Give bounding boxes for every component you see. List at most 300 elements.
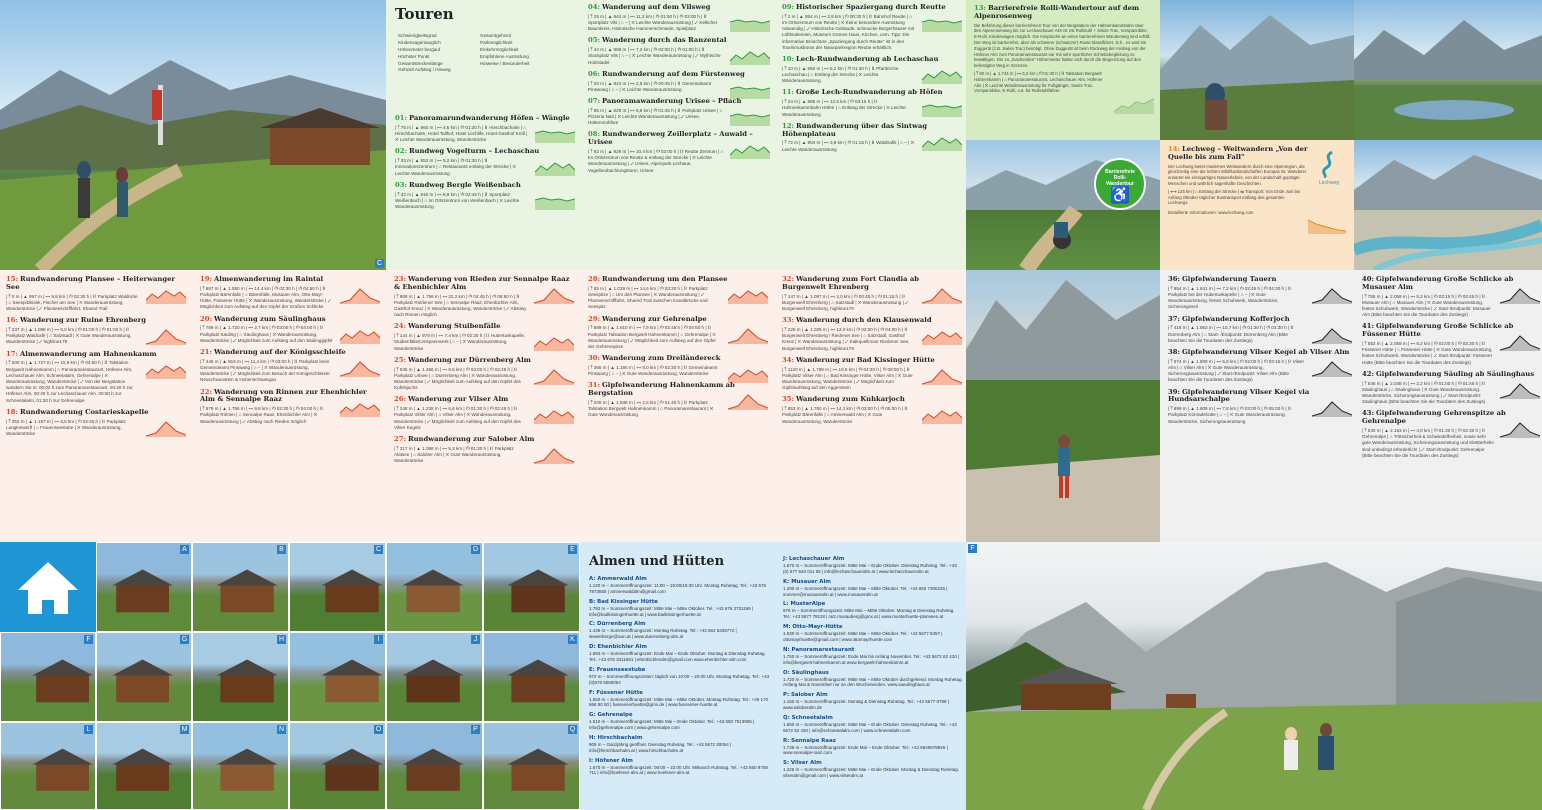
- hut-entry: [589, 599, 775, 618]
- tour-name: Wanderung auf der Königsschleife: [213, 347, 346, 356]
- tour-stats: | ⟷ 125 km | ⌂ Entlang der Strecke | ⇆ Transport: Von Ende Juni bis Anfang Oktober täglicher Bustransport entlang des gesamten Lechwegs.: [1168, 188, 1301, 206]
- hut-name: E: Frauenseestube: [589, 666, 646, 673]
- black-tours-section: [1160, 270, 1542, 542]
- tour-title: [394, 357, 574, 365]
- tour-title: [588, 4, 770, 12]
- tour-name: Wanderung zum Fort Claudia ab Burgenwelt Ehrenberg: [782, 275, 920, 291]
- home-icon-tile: [0, 542, 96, 632]
- tour-item: [395, 148, 575, 176]
- tour-number: 34:: [782, 355, 794, 364]
- tour-title: [782, 89, 962, 97]
- hut-name: F: Füssener Hütte: [589, 689, 643, 696]
- tour-description: | ⤒ 44 m | ▲ 868 m | ⟷ 7,3 km | ◷ 02:00 h | ◷ 01:00 h | ▯ Stockplatz Vils | ⌂ – | ✕ Leichte Wanderausrüstung | ✓ Mythische Holzstadel: [588, 47, 721, 65]
- tour-description: | ⤒ 10 m | ▲ 860 m | ⟷ 5,2 km | ◷ 01:30 h | ▯ Pfarrkirche Lechaschau | ⌂ Entlang der Strecke | ✕ Leichte Wanderausrüstung: [782, 65, 899, 84]
- hut-name: G: Gehrenalpe: [589, 712, 633, 719]
- hut-photo: [483, 632, 580, 722]
- tour-name: Gipfelwanderung Hahnenkamm ab Bergstation: [588, 381, 735, 398]
- tour-title: [200, 316, 380, 324]
- hut-name: B: Bad Kissinger Hütte: [589, 598, 658, 605]
- tour-title: [1168, 276, 1352, 284]
- tour-number: 20:: [200, 314, 212, 323]
- badge-label: Barrierefreie Rolli-Wandertour: [1105, 169, 1135, 187]
- tour-number: 23:: [394, 275, 406, 283]
- red-tours-col5: [782, 276, 962, 430]
- lechweg-section: [1160, 140, 1354, 270]
- photo-woman-hiking-rocks: [966, 270, 1160, 542]
- hut-name: O: Säulinghaus: [783, 669, 829, 676]
- hut-info: 905 m – Ganzjährig geöffnet. Dienstag Ruhetag. Tel.: +43 5672 20054 | info@hirschbachalm.at | www.hirschbachalm.at: [589, 741, 732, 753]
- tour-description: | ⤒ 579 m | ▲ 1.756 m | ⟷ 9,8 km | ◷ 02:30 h | ◷ 04:00 h | ▯ Parkplatz Rinnen | ⌂ Sennalpe Raaz, Ehenbichler Alm | ✕ Wanderausrüstung | ✓ Abstieg nach Rieden möglich: [200, 406, 324, 424]
- elevation-profile: [340, 359, 380, 377]
- elevation-profile: [534, 446, 574, 464]
- legend-item: Gesamtgehzeit: [480, 33, 511, 38]
- hut-entry: [783, 579, 963, 598]
- tour-number: 24:: [394, 322, 406, 331]
- hut-info: 1.435 m – Sommeröffnungszeit: Montag Ruhetag. Tel.: +43 664 5339772 | siewerberge@aon.at | www.duerrenberg-alm.at: [589, 628, 737, 640]
- tour-number: 35:: [782, 395, 794, 404]
- tour-number: 36:: [1168, 275, 1180, 283]
- photo-label: P: [471, 725, 480, 734]
- lechweg-logo: [1314, 150, 1344, 186]
- elevation-profile: [922, 286, 962, 304]
- elevation-profile: [534, 333, 574, 351]
- tour-number: 42:: [1362, 369, 1374, 378]
- tour-number: 39:: [1168, 387, 1180, 396]
- red-tours-section: [0, 270, 966, 542]
- tour-description: Der Lechweg bietet modernes Weitwandern durch eine Alpenregion, die gleichzeitig eine der letzten Wildflusslandschaften Europas ist. Wanderer erwartet ein einzigartiges Naturerlebnis, von der Landschaft geprägte Menschen und wahrlich sagenhafte Geschichten.: [1168, 163, 1307, 187]
- elevation-profile: [146, 286, 186, 304]
- elevation-profile: [1114, 96, 1154, 114]
- photo-label: O: [375, 726, 382, 733]
- tour-item: [394, 276, 574, 318]
- hut-entry: [589, 621, 775, 640]
- huts-title: Almen und Hütten: [589, 554, 725, 569]
- photo-label: G: [181, 636, 188, 643]
- red-tours-col2: [200, 276, 380, 430]
- tour-description: | ⤒ 237 m | ▲ 1.098 m | ⟷ 5,0 km | ◷ 01:00 h | ◷ 01:00 h | ▯ Parkplatz Waldcafé | ⌂ Salzstadl | ✕ Gute Wanderausrüstung, Wanderstöcke | ✓ highline179: [6, 327, 132, 345]
- elevation-profile: [340, 399, 380, 417]
- legend-item: Empfohlene Ausrüstung: [480, 53, 529, 59]
- tour-name: Lech-Rundwanderung ab Lechaschau: [795, 54, 939, 63]
- red-tours-col4: [588, 276, 768, 424]
- tour-item: [200, 389, 380, 425]
- tour-description: | ⤒ 0 m | ▲ 997 m | ⟷ 9,8 km | ◷ 02:30 h | ▯ Parkplatz Waldruhe | ⌂ Seespitzkiosk, Fischer am See | ✕ Wanderausrüstung, Wanderstöcke | ✓ Planseeschifffahrt, Shared Trail: [6, 293, 138, 311]
- photo-wheelchair-trail: [966, 140, 1160, 270]
- tour-item: [782, 56, 962, 84]
- legend-item: Kinderwagentauglich: [398, 39, 441, 45]
- huts-section: [580, 542, 966, 810]
- tour-item: [588, 382, 768, 418]
- tours-title: Touren: [395, 5, 454, 23]
- legend-item: Schwierigkeitsgrad: [398, 33, 437, 38]
- photo-label: N: [278, 726, 285, 733]
- tour-stats: | ⤒ 90 m | ▲ 1.744 m | ⟷ 5,2 km | ◷ 01:30 h | ▯ Talstation Bergwelt Hahnenkamm | ⌂ Panoramarestaurant, Lechaschauer Alm, Höfener Alm | ✕ Leichte Wanderausrüstung für Fußgänger, Swiss-Trac, Vorspannbike, E-Rolli, o.ä. für Rollstuhlfahrer: [974, 71, 1103, 94]
- tour-item: [1362, 410, 1540, 459]
- tour-description: | ⤒ 687 m | ▲ 1.550 m | ⟷ 14,4 km | ◷ 02:30 h | ◷ 04:50 h | ▯ Parkplatz Bärenfalle | ⌂ Bärenfalle, Musauer Alm, Otto-Mayr-Hütte, Füssener Hütte | ✕ Wanderausrüstung, Wanderstöcke | ✓ Möglichkeit zum Aufstieg auf den Gipfel der Großen Schlicke: [200, 285, 332, 310]
- tour-item: [588, 276, 768, 311]
- huts-col1: [589, 576, 775, 780]
- tour-name: Wanderung von Rinnen zur Ehenbichler Alm & Sennalpe Raaz: [200, 387, 367, 404]
- elevation-profile: [728, 326, 768, 344]
- elevation-profile: [1312, 359, 1352, 377]
- tour-title: [1362, 371, 1540, 379]
- tour-number: 12:: [782, 121, 794, 130]
- tour-name: Gipfelwanderung Große Schlicke ab Musauer Alm: [1362, 275, 1514, 291]
- legend-item: Höhenmeter bergauf: [398, 46, 441, 52]
- elevation-profile: [535, 158, 575, 176]
- tour-title: [394, 436, 574, 444]
- hut-info: 1.736 m – Sommeröffnungszeit: Ende Mai – Ende Oktober. Tel.: +43 6645878926 | www.sennalpe-raaz.com: [783, 744, 948, 756]
- tour-description: | ⤒ 446 m | ▲ 915 m | ⟷ 11,4 km | ◷ 03:00 h | ▯ Parkplatz beim Gemeindeamt Pinswang | ⌂ – | ✕ Wanderausrüstung, Wanderstöcke | ✓ Möglichkeit zum Besuch der Königsschlösser Neuschwanstein & Hohenschwangau: [200, 358, 330, 383]
- tour-title: [588, 37, 770, 45]
- elevation-profile: [1312, 399, 1352, 417]
- tour-description: | ⤒ 200 m | ▲ 1.938 m | ⟷ 2,5 km | ◷ 01:45 h | ▯ Parkplatz Talstation Bergwelt Hahnenkamm | ⌂ Panoramarestaurant | ✕ Gute Wanderausrüstung: [588, 399, 714, 418]
- tour-item: [1168, 316, 1352, 344]
- hut-photo: [289, 542, 386, 632]
- elevation-profile: [535, 192, 575, 210]
- tour-number: 33:: [782, 316, 794, 325]
- tour-description: | ⤒ 418 m | ▲ 1.863 m | ⟷ 10,7 km | ◷ 01:30 h | ◷ 03:30 h | ▯ Dürrenberg Alm | ⌂ Start- /Endpunkt: Dürrenberg Alm (Bitte beachten Sie die Tourdaten des Zustiegs): [1168, 325, 1294, 343]
- elevation-profile: [535, 125, 575, 143]
- tour-name: Almenwanderung im Raintal: [213, 275, 324, 283]
- tour-item: [6, 409, 186, 437]
- tour-item: [395, 115, 575, 143]
- tour-name: Gipfelwanderung Vilser Kegel via Hundsarschalpe: [1168, 387, 1310, 404]
- tour-name: Große Lech-Rundwanderung ab Höfen: [795, 88, 943, 97]
- legend-item: Parkmöglichkeit: [480, 39, 513, 45]
- tour-item: [200, 316, 380, 344]
- hut-photo: [96, 722, 192, 810]
- barrierefrei-section: [966, 0, 1160, 140]
- red-tours-col1: [6, 276, 186, 442]
- tour-description: | ⤒ 366 m | ▲ 1.190 m | ⟷ 8,0 km | ◷ 02:30 h | ▯ Gemeindeamt Pinswang | ⌂ – | ✕ Gute Wanderausrüstung, Wanderstöcke: [588, 364, 718, 377]
- hut-photo: [192, 542, 289, 632]
- elevation-profile: [146, 419, 186, 437]
- tour-description: | ⤒ 147 m | ▲ 1.097 m | ⟷ 2,0 km | ◷ 00:45 h | ◷ 01:15 h | ▯ Burgenwelt Ehrenberg | ⌂ Salzstadl | ✕ Wanderausrüstung | ✓ Burgenwelt Ehrenberg, highline179: [782, 293, 909, 311]
- tour-title: [395, 148, 575, 156]
- tour-title: [782, 56, 962, 64]
- tour-item: [588, 4, 770, 32]
- tour-description: | ⤒ 899 m | ▲ 1.809 m | ⟷ 7,8 km | ◷ 03:00 h | ◷ 05:00 h | ▯ Parkplatz Konradshütte | ⌂ – | ✕ Gute Wanderausrüstung, Wanderstöcke, Sicherungsausrüstung: [1168, 406, 1292, 424]
- tour-description: | ⤒ 144 m | ▲ 979 m | ⟷ 7,4 km | ◷ 02:30 h | ▯ Hubertuskapelle, Stuibenfälle/Umspannwerk | ⌂ – | ✕ Wanderausrüstung, Wanderstöcke: [394, 333, 526, 351]
- tour-number: 13:: [974, 4, 986, 12]
- tour-title: [395, 182, 575, 190]
- tour-number: 16:: [6, 316, 18, 325]
- tour-name: Rundwanderung um den Plansee: [601, 275, 728, 283]
- tour-description: | ⤒ 352 m | ▲ 1.197 m | ⟷ 5,5 km | ◷ 02:45 h | ▯ Parkplatz Langlenwerft | ⌂ Frauenseestube | ✕ Wanderausrüstung, Wanderstöcke: [6, 418, 126, 436]
- hut-photo: [289, 722, 386, 810]
- hut-name: I: Höfener Alm: [589, 757, 633, 764]
- legend-item: Gesamtstreckenlänge: [398, 60, 443, 66]
- hut-info: 1.792 m – Sommeröffnungszeit: Mitte Mai – Mitte Oktober. Tel.: +43 676 3731166 | info@badkissingerhuette.at | www.badkissingerhuette.at: [589, 605, 754, 617]
- tour-description: Die Befahrung dieser barrierefreien Tour von der Bergstation der Hahnenkammbahn über den Alpenrosenweg bis zur Lechaschauer Alm ist mit Rollstuhl + Swiss-Trac, Vorspannbike, E-Rolli, Kinderwagen möglich. Die Ansprüche an einen barrierefreien Wanderweg sind erfüllt. Der Weg ist barrierefrei, aber als schwerer (schwarzer) Route klassifiziert. D.h., es wird ein Zuggerät (z.B. Swiss-Trac) benötigt. Ohne Zuggerät ist beim Rückweg der Anstieg von der Höfener Alm zum Panoramarestaurant nur mit sehr sportlicher Schiebebegleitung zu bewältigen. Die zu „machenden" Höhenmeter halten sich durch die Begrenzung auf den befestigten Weg in Grenzen.: [974, 22, 1151, 69]
- tour-item: [6, 276, 186, 312]
- hut-entry: [589, 576, 775, 595]
- photo-label: B: [277, 545, 286, 554]
- tour-item: [1362, 323, 1540, 365]
- tour-number: 15:: [6, 275, 18, 283]
- hut-info: 1.120 m – Sommeröffnungszeit: 11:00 – 19:00/19:30 Uhr. Montag Ruhetag. Tel.: +43 676 7873655 | ammerwaldalm@gmail.com: [589, 583, 766, 594]
- tour-number: 25:: [394, 355, 406, 364]
- tour-item: [782, 317, 962, 352]
- tour-title: [782, 357, 962, 365]
- legend-item: Höchster Punkt: [398, 53, 430, 59]
- elevation-profile: [1308, 216, 1346, 234]
- tour-item: [588, 98, 770, 126]
- elevation-profile: [922, 66, 962, 84]
- lechweg-logo-text: Lechweg: [1318, 180, 1339, 186]
- hut-info: 1.750 m – Sommeröffnungszeit: Ende Mai bis Anfang November. Tel.: +43 5672 62 420 | info@bergwelt-hahnenkamm.at www.bergwelt-hahnenkamm.at: [783, 653, 960, 665]
- tour-number: 40:: [1362, 275, 1374, 283]
- tour-name: Lechweg – Weitwandern „Von der Quelle bis zum Fall": [1168, 145, 1308, 161]
- tour-number: 17:: [6, 349, 18, 358]
- hut-entry: [783, 647, 963, 666]
- tour-name: Gipfelwanderung Gehrenspitze ab Gehrenalpe: [1362, 409, 1506, 426]
- elevation-profile: [922, 367, 962, 385]
- tour-item: [782, 396, 962, 424]
- tour-title: [6, 351, 186, 359]
- hut-name: H: Hirschbachalm: [589, 734, 643, 741]
- tour-description: | ⤒ 32 m | ▲ 916 m | ⟷ 8,9 km | ◷ 02:45 h | ▯ Sportplatz Weißenbach | ⌂ Im Ortszentrum von Weißenbach | ✕ Leichte Wanderausrüstung: [395, 191, 520, 209]
- tour-name: Rundwanderung Plansee – Heiterwanger See: [6, 275, 175, 291]
- elevation-profile: [1500, 333, 1540, 351]
- green-tours-col2: [588, 4, 770, 179]
- photo-label: H: [278, 636, 285, 643]
- hut-info: 976 m – Sommeröffnungszeit: Mitte Mai – Mitte Oktober. Montag & Dienstag Ruhetag. Tel.: +43 5677 78118 | ratz.musauberg@gmx.at | www.musterhuette-planseen.at: [783, 608, 955, 620]
- hut-photo: [192, 632, 289, 722]
- photo-wetland-mountains: [1354, 0, 1542, 140]
- tour-title: [588, 71, 770, 79]
- tour-description: | ⤒ 24 m | ▲ 885 m | ⟷ 12,5 km | ◷ 03:15 h | ▯ Hahnenkammbahn Höfen | ⌂ Entlang der Strecke | ✕ Leichte Wanderausrüstung: [782, 99, 906, 117]
- tour-name: Wanderung zur Vilser Alm: [407, 395, 509, 404]
- tour-item: [200, 276, 380, 311]
- hut-photo: [0, 632, 96, 722]
- tour-item: [588, 37, 770, 65]
- tour-name: Gipfelwanderung Kofferjoch: [1181, 314, 1290, 323]
- tour-item: [200, 349, 380, 384]
- tour-number: 31:: [588, 381, 600, 390]
- tour-description: | ⤒ 1120 m | ▲ 1.789 m | ⟷ 16,5 km | ◷ 04:30 h | ◷ 08:00 h | ▯ Parkplatz Vilser Alm | ⌂ Bad Kissinger Hütte, Vilser Alm | ✕ Gute Wanderausrüstung, Wanderstöcke | ✓ Möglichkeit zum Gipfelaufstieg auf den Aggenstein: [782, 366, 913, 391]
- tour-description: | ⤒ 25 m | ▲ 844 m | ⟷ 11,2 km | ◷ 01:50 h | ◷ 03:00 h | ▯ Sportplatz Vils | ⌂ – | ✕ Leichte Wanderausrüstung | ✓ Kelticher Baumkreis, Historische Hammerschmiede, Spielplatz: [588, 13, 718, 32]
- photo-label: F: [84, 635, 93, 644]
- hut-info: 1.670 m – Sommeröffnungszeit: 08:00 – 22:00 Uhr. Mittwoch Ruhetag. Tel.: +43 650 9708 711 | info@hoefener-alm.at | www.hoefener-alm.at: [589, 764, 768, 776]
- red-tours-col3: [394, 276, 574, 469]
- hut-entry: [783, 556, 963, 575]
- tour-number: 08:: [588, 130, 600, 139]
- tour-number: 32:: [782, 275, 794, 283]
- tour-description: | ⤒ 954 m | ▲ 1.841 m | ⟷ 7,2 km | ◷ 02:45 h | ◷ 04:30 h | ▯ Parkplatz bei der Hubertuskapelle | ⌂ – | ✕ Gute Wanderausrüstung, festes Schuhwerk, Wanderstöcke, Sicherungsseil: [1168, 285, 1292, 310]
- hut-name: K: Musauer Alm: [783, 578, 831, 585]
- hut-entry: [783, 760, 963, 779]
- tour-description: | ⤒ 317 m | ▲ 1.098 m | ⟷ 5,3 km | ◷ 01:30 h | ▯ Parkplatz Alatsee | ⌂ Salober Alm | ✕ Gute Wanderausrüstung, Wanderstöcke: [394, 445, 514, 464]
- tour-title: [588, 355, 768, 363]
- elevation-profile: [730, 47, 770, 65]
- tour-item: [1362, 371, 1540, 406]
- tour-item: [782, 357, 962, 392]
- elevation-profile: [922, 133, 962, 151]
- tour-item: [588, 131, 770, 173]
- lechweg-logo-icon: [1318, 150, 1340, 178]
- photo-mountain-view-person: [1160, 0, 1354, 140]
- elevation-profile: [922, 99, 962, 117]
- legend-item: Gehzeit Aufstieg / Hinweg: [398, 67, 451, 73]
- tour-description: | ⤒ 348 m | ▲ 1.228 m | ⟷ 6,6 km | ◷ 01:30 h | ◷ 02:45 h | ▯ Parkplatz Vilser Alm | ⌂ Vilser Alm | ✕ Wanderausrüstung, Wanderstöcke | ✓ Möglichkeit zum Aufstieg auf den Gipfel des Vilser Kegels: [394, 406, 521, 430]
- tour-name: Wanderung durch den Klausenwald: [795, 316, 932, 325]
- tour-number: 09:: [782, 3, 794, 11]
- hut-photo: [386, 542, 483, 632]
- hut-entry: [783, 601, 963, 620]
- photo-alpine-valley-hut: [966, 542, 1542, 810]
- tour-number: 26:: [394, 395, 406, 404]
- tour-name: Gipfelwanderung Große Schlicke ab Füssener Hütte: [1362, 322, 1514, 339]
- photo-label: A: [180, 545, 189, 554]
- tour-title: [6, 409, 186, 417]
- tour-title: [974, 5, 1152, 21]
- hut-entry: [589, 690, 775, 709]
- tour-title: [394, 323, 574, 331]
- hut-photo: [386, 722, 483, 810]
- elevation-profile: [340, 326, 380, 344]
- tour-name: Wanderung zur Dürrenberg Alm: [407, 355, 531, 364]
- hut-name: A: Ammerwald Alm: [589, 576, 647, 582]
- tour-description: | ⤒ 92 m | ▲ 929 m | ⟷ 10,4 km | ◷ 03:00 h | ▯ Reutte Zentrum | ⌂ Im Ortszentrum von Reutte & entlang der Strecke | ✕ Leichte Wanderausrüstung | ✓ Urisee, Alpenpark Lechaue, Vogelbeobachtungsturm, Urisee: [588, 148, 724, 173]
- tour-title: [782, 4, 962, 12]
- hut-entry: [589, 735, 775, 754]
- tour-number: 10:: [782, 54, 794, 63]
- tour-description: | ⤒ 535 m | ▲ 1.456 m | ⟷ 8,5 km | ◷ 02:00 h | ◷ 02:45 h | ▯ Parkplatz Urisee | ⌂ Dürrenberg Alm | ✕ Wanderausrüstung, Wanderstöcke | ✓ Möglichkeit zum Aufstieg auf den Gipfel des Kofelsjochs: [394, 366, 521, 391]
- black-tours-col2: [1362, 276, 1540, 464]
- elevation-profile: [728, 392, 768, 410]
- tour-title: [200, 276, 380, 284]
- hut-photo: [96, 542, 192, 632]
- photo-label: M: [181, 726, 188, 733]
- tour-name: Gipfelwanderung Säuling ab Säulinghaus: [1375, 369, 1535, 378]
- tour-name: Panoramarundwanderung Höfen – Wängle: [408, 114, 570, 122]
- elevation-profile: [534, 286, 574, 304]
- hut-info: 1.610 m – Sommeröffnungszeit: Mitte Mai – Ende Oktober. Tel.: +43 650 7513905 | info@gehrenalpe.com | www.gehrenalpe.com: [589, 719, 755, 731]
- tour-title: [6, 317, 186, 325]
- tour-number: 01:: [395, 114, 407, 122]
- tour-description: | ⤒ 500 m | ▲ 1.727 m | ⟷ 10,9 km | ◷ 04:50 h | ▯ Talstation Bergwelt Hahnenkamm | ⌂ Panoramarestaurant, Höfener Alm, Lechaschauer Alm, Schneetalalm, Gehrenalpe | ✕ Wanderausrüstung, Wanderstöcke | ✓ Von der Bergstation wandern Sie in: 00:02 h zum Panoramarestaurant, 00:20 h zur Höfener Alm, 00:40 h zur Lechaschauer Alm, 00:50 h zur Schneetalalm, 01:30 h zur Gehrenalpe: [6, 360, 133, 403]
- photo-label: E: [568, 545, 577, 554]
- tour-name: Barrierefreie Rolli-Wandertour auf dem Alpenrosenweg: [974, 4, 1140, 20]
- elevation-profile: [922, 327, 962, 345]
- tour-name: Wanderung zum Säulinghaus: [213, 314, 326, 323]
- hut-info: 1.650 m – Sommeröffnungszeit: Mitte Mai – Ende Oktober. Dienstag Ruhetag. Tel.: +43 5672 62 430 | info@schneetalalm.com | www.schneetalalm.com: [783, 721, 957, 733]
- photo-label: F: [968, 544, 977, 553]
- tour-item: [1168, 389, 1352, 425]
- tour-description: | ⤒ 789 m | ▲ 1.720 m | ⟷ 2,7 km | ◷ 03:00 h | ◷ 04:00 h | ▯ Parkplatz Säuling | ⌂ Säulinghaus | ✕ Wanderausrüstung, Wanderstöcke | ✓ Möglichkeit zum Aufstieg auf den Säulinggipfel: [200, 325, 333, 343]
- tour-name: Rundweg Bergle Weißenbach: [408, 180, 521, 189]
- tour-item: [394, 396, 574, 431]
- tour-title: [588, 276, 768, 284]
- tour-name: Rundweg Vogelturm – Lechaschau: [408, 147, 540, 156]
- green-tours-section: [386, 0, 966, 270]
- photo-hikers-meadow: [0, 0, 386, 270]
- hut-entry: [589, 758, 775, 777]
- elevation-profile: [730, 108, 770, 126]
- elevation-profile: [534, 367, 574, 385]
- hut-name: L: MusterAlpe: [783, 601, 826, 608]
- tour-description: | ⤒ 85 m | ▲ 1.028 m | ⟷ 14,6 km | ◷ 03:30 h | ▯ Parkplatz Seespitze | ⌂ Um den Plansee | ✕ Wanderausrüstung | ✓ Planseeschifffahrt, Shared Trail zwischen Kanalbrücke und Seespitz: [588, 285, 708, 310]
- tour-name: Almenwanderung am Hahnenkamm: [19, 349, 157, 358]
- hut-photo: [289, 632, 386, 722]
- tour-description: | ⤒ 75 m | ▲ 960 m | ⟷ 4,5 km | ◷ 01:30 h | ▯ Hirschbachalm | ⌂ Hirschbachalm, Hotel Tallhof, Hotel Lechlife, Hotel-Gasthof Kröll | ✕ Leichte Wanderausrüstung, Wanderstöcke: [395, 124, 528, 143]
- barrierefrei-badge: [1094, 158, 1146, 210]
- tour-number: 38:: [1168, 347, 1180, 356]
- hut-entry: [783, 692, 963, 711]
- tour-name: Wanderung von Rieden zur Sennalpe Raaz & Ehenbichler Alm: [394, 275, 570, 291]
- photo-label: I: [374, 635, 383, 644]
- hut-info: 1.720 m – Sommeröffnungszeit: Mitte Mai – Mitte Oktober durchgehend. Montag Ruhetag. Anfang Mai & November nur an den Wochenenden. www.saeulinghaus.at: [783, 676, 963, 688]
- tour-name: Wanderung Stuibenfälle: [407, 322, 501, 331]
- green-tours-col3: [782, 4, 962, 158]
- elevation-profile: [146, 361, 186, 379]
- tour-name: Rundwanderung Costarieskapelle: [19, 407, 149, 416]
- tour-item: [588, 316, 768, 351]
- elevation-profile: [1500, 286, 1540, 304]
- wheelchair-icon: ♿: [1110, 187, 1130, 204]
- hut-photo: [483, 722, 580, 810]
- hut-entry: [783, 670, 963, 689]
- tour-description: | ⤒ 72 m | ▲ 904 m | ⟷ 3,9 km | ◷ 01:15 h | ▯ Waldtrafik | ⌂ – | ✕ Leichte Wanderausrüstung: [782, 140, 915, 152]
- hut-info: 1.290 m – Sommeröffnungszeit: Mitte Mai – Mitte Oktober. Tel.: +43 650 7300226 | sommer@musaueralm.at | www.musaueralm.at: [783, 585, 948, 597]
- tour-description: | ⤒ 574 m | ▲ 1.809 m | ⟷ 5,8 km | ◷ 02:00 h | ◷ 03:15 h | ▯ Vilser Alm | ⌂ Vilser Alm | ✕ Gute Wanderausrüstung, Sicherungsausrüstung | ✓ Start-/Endpunkt: Vilser Alm (Bitte beachten Sie die Tourdaten des Zustiegs): [1168, 358, 1304, 383]
- tour-name: Gipfelwanderung Vilser Kegel ab Vilser Alm: [1181, 347, 1350, 356]
- tour-number: 29:: [588, 314, 600, 323]
- lechweg-info: Detaillierte Informationen: www.lechweg.com: [1168, 210, 1254, 216]
- tour-number: 14:: [1168, 145, 1180, 153]
- tour-item: [588, 355, 768, 377]
- tour-description: | ⤒ 85 m | ▲ 929 m | ⟷ 5,8 km | ◷ 01:45 h | ▯ Parkplatz Urisee | ⌂ Pizzeria Nati | ✕ Leichte Wanderausrüstung | ✓ Urisee, Hüttenmühlbre: [588, 107, 723, 126]
- hut-entry: [783, 715, 963, 734]
- tour-number: 19:: [200, 275, 212, 283]
- elevation-profile: [922, 14, 962, 32]
- hut-entry: [783, 624, 963, 643]
- tour-title: [395, 115, 575, 123]
- tour-number: 27:: [394, 434, 406, 443]
- hut-entry: [589, 667, 775, 686]
- hut-name: N: Panoramarestaurant: [783, 646, 855, 653]
- legend-item: Hinweise / Besonderheit: [480, 60, 530, 66]
- tour-name: Wanderung durch das Ranzental: [601, 36, 727, 45]
- tour-number: 37:: [1168, 314, 1180, 323]
- tour-description: | ⤒ 225 m | ▲ 1.025 m | ⟷ 13,0 km | ◷ 02:00 h | ◷ 04:00 h | ▯ Burgenwelt Ehrenberg / Riedener See | ⌂ Salzstadl, Gasthof Kreuz | ✕ Wanderausrüstung | ✓ Kalkquellmoor Riedener See, Burgenwelt Ehrenberg, highline179: [782, 327, 910, 351]
- tour-item: [782, 89, 962, 117]
- tour-title: [782, 396, 962, 404]
- hut-name: R: Sennalpe Raaz: [783, 737, 836, 744]
- tour-name: Wanderung zur Gehrenalpe: [601, 314, 707, 323]
- hut-entry: [589, 644, 775, 663]
- tour-title: [200, 349, 380, 357]
- tour-item: [394, 323, 574, 351]
- tour-number: 30:: [588, 354, 600, 363]
- hut-info: 1.226 m – Sommeröffnungszeit: Mitte Mai – Ende Oktober. Montag & Dienstag Ruhetag. vilseralm@gmail.com | www.vilseralm.at: [783, 767, 960, 779]
- tour-item: [782, 4, 962, 51]
- tour-number: 05:: [588, 36, 600, 45]
- tour-name: Wanderung zum Dreiländereck: [601, 354, 721, 363]
- tour-description: | ⤒ 552 m | ▲ 2.059 m | ⟷ 6,2 km | ◷ 02:00 h | ◷ 03:30 h | ▯ Füssener Hütte | ⌂ Füssener Hütte | ✕ Gute Wanderausrüstung, festes Schuhwerk, Wanderstöcke | ✓ Start-/Endpunkt: Füssener Hütte (Bitte beachten Sie die Tourdaten des Zustiegs): [1362, 341, 1493, 365]
- tour-item: [1168, 349, 1352, 384]
- tour-number: 21:: [200, 347, 212, 356]
- hut-photo: [192, 722, 289, 810]
- tour-number: 07:: [588, 96, 600, 105]
- tour-description: | ⤒ 853 m | ▲ 1.760 m | ⟷ 14,1 km | ◷ 03:00 h | ◷ 05:00 h | ▯ Parkplatz Bärenfalle | ⌂ Ammerwald Alm | ✕ Gute Wanderausrüstung, Wanderstöcke: [782, 406, 908, 424]
- elevation-profile: [730, 141, 770, 159]
- black-tours-col1: [1168, 276, 1352, 430]
- tour-title: [394, 396, 574, 404]
- tour-name: Wanderung zur Ruine Ehrenberg: [19, 316, 146, 325]
